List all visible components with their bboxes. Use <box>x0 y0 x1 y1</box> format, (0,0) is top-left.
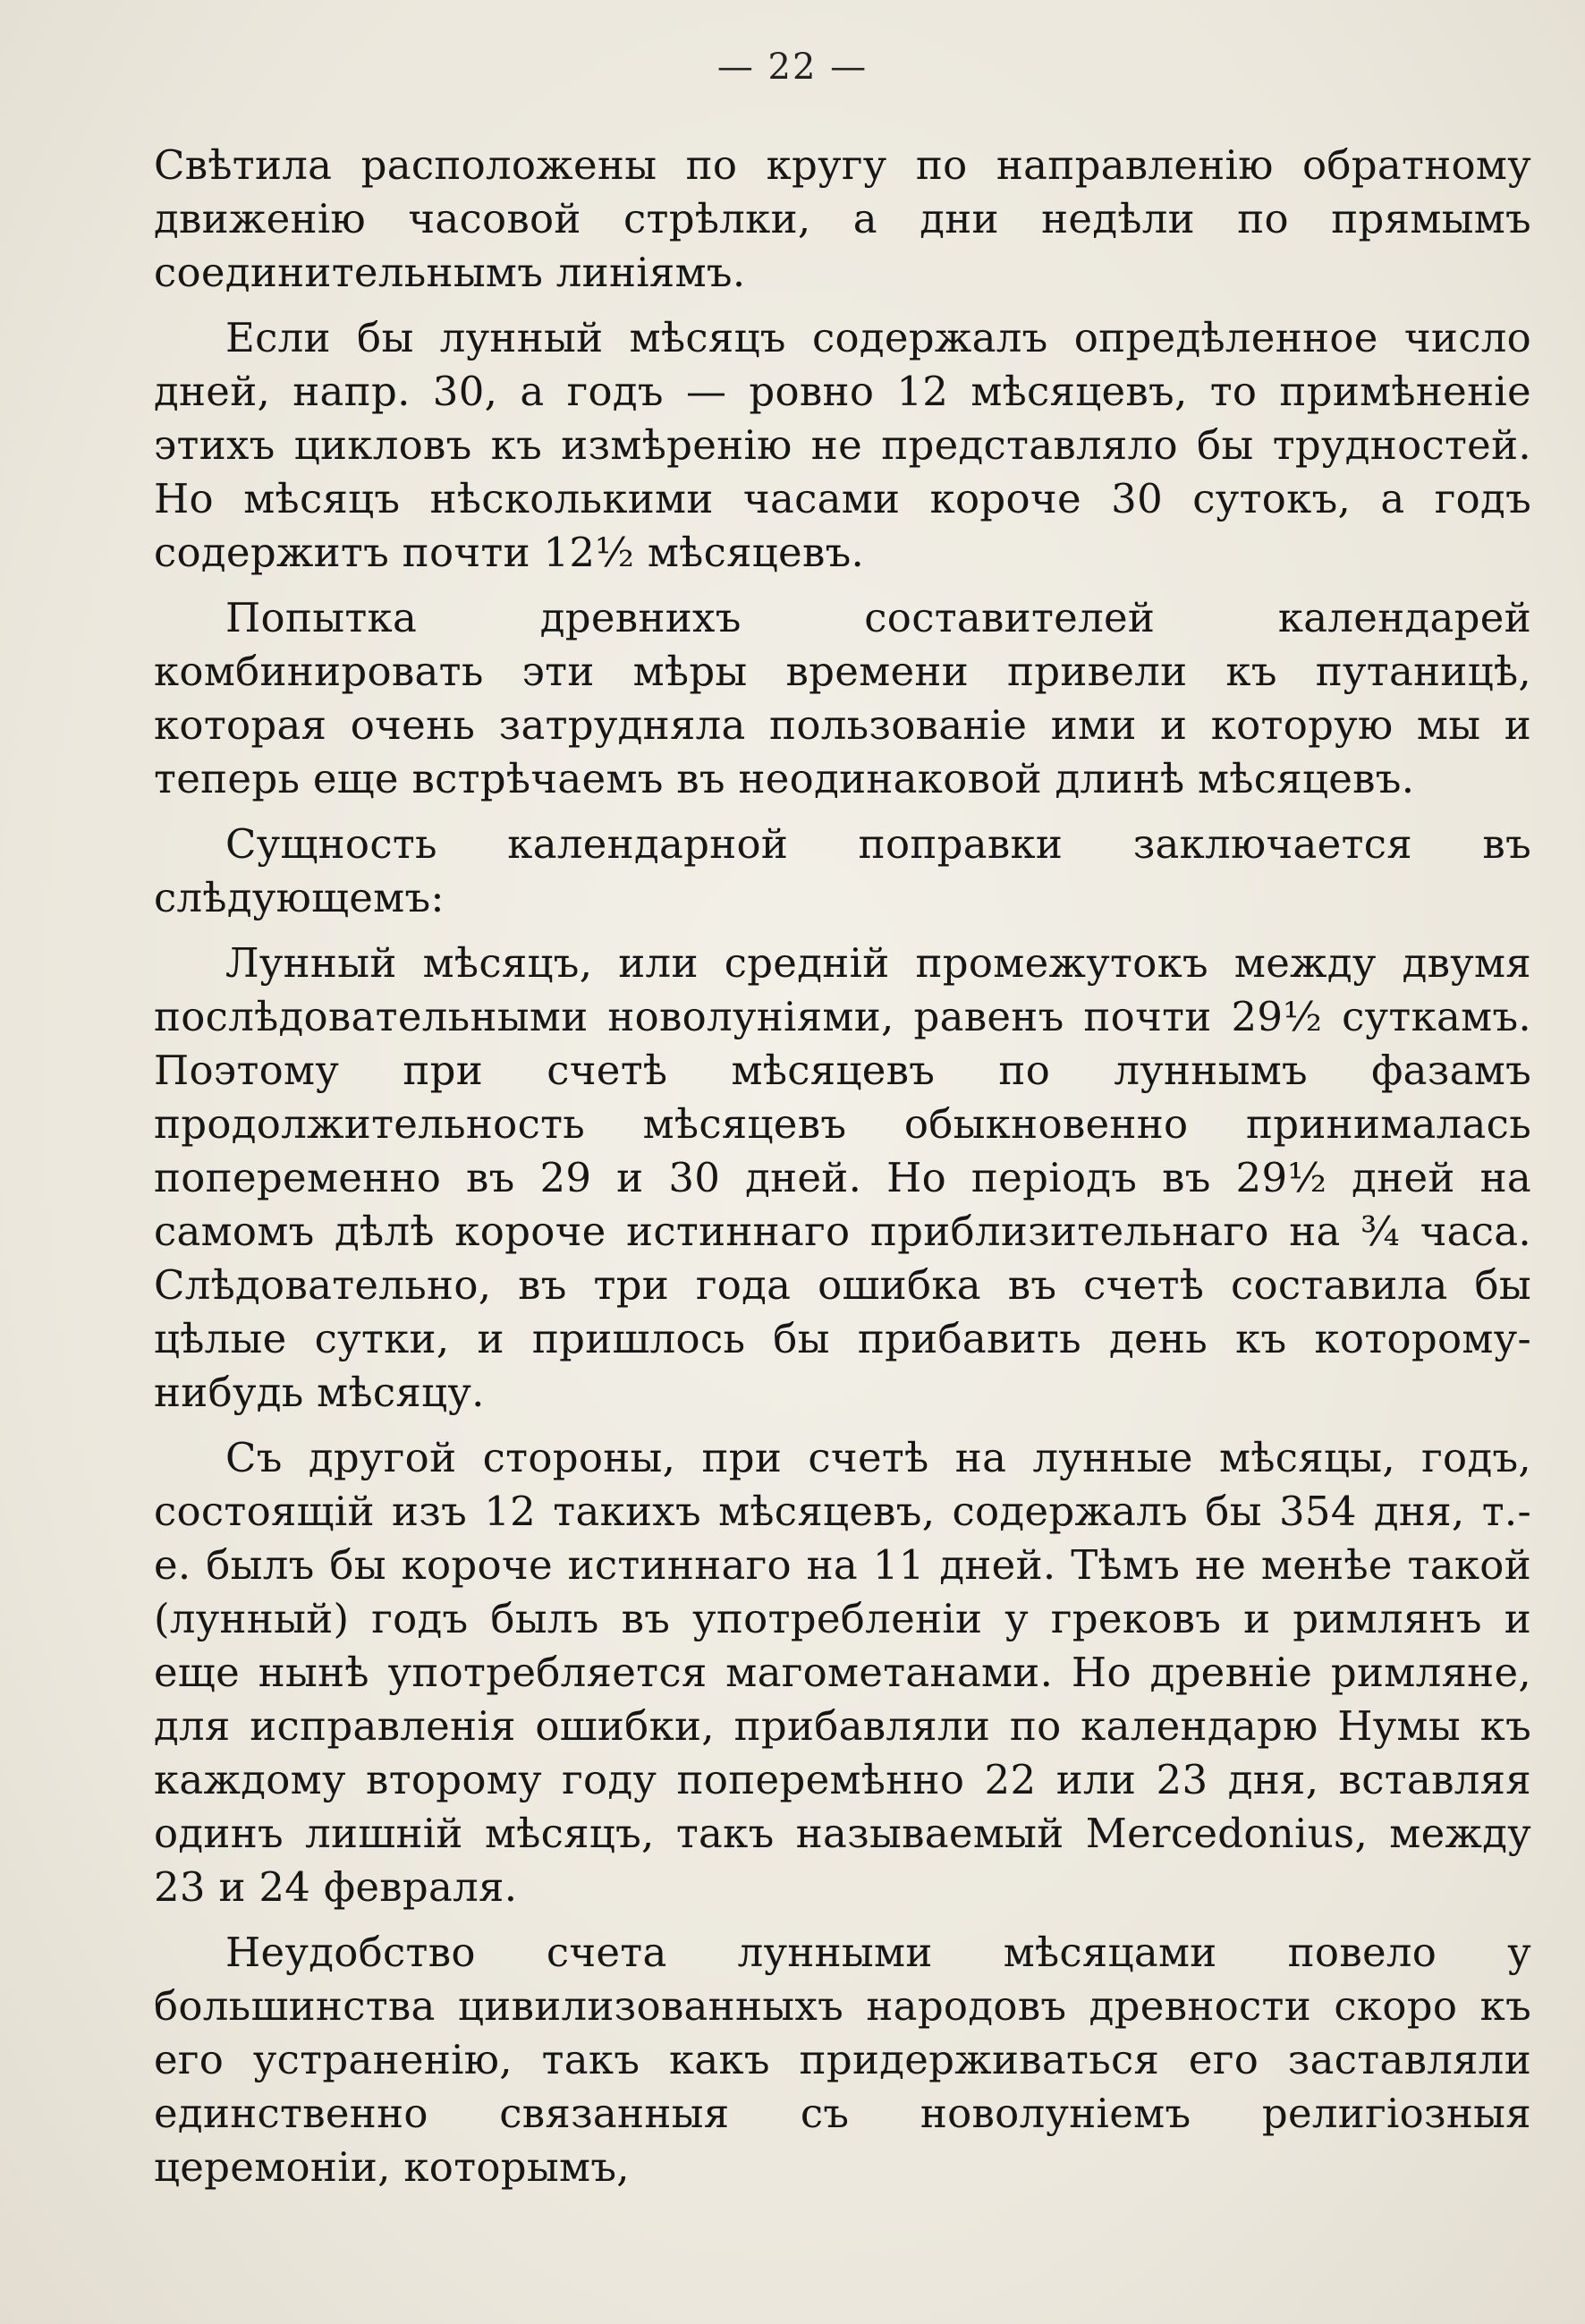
page-number: — 22 — <box>716 47 869 88</box>
paragraph-3: Попытка древнихъ составителей календарей комбинировать эти мѣры времени привели къ путаницѣ, которая очень затрудняла пользованіе ими и которую мы и теперь еще встрѣчаемъ въ неодинаковой длинѣ мѣсяцевъ. <box>154 594 1531 802</box>
paragraph-2: Если бы лунный мѣсяцъ содержалъ опредѣленное число дней, напр. 30, а годъ — ровно 12 мѣсяцевъ, то примѣненіе этихъ цикловъ къ измѣренію не представляло бы трудностей. Но мѣсяцъ нѣсколькими часами короче 30 сутокъ, а годъ содержитъ почти 12½ мѣсяцевъ. <box>154 314 1531 576</box>
paragraph-7: Неудобство счета лунными мѣсяцами повело у большинства цивилизованныхъ народовъ древности скоро къ его устраненію, такъ какъ придерживаться его заставляли единственно связанныя съ новолуніемъ религіозныя церемоніи, которымъ, <box>154 1929 1531 2191</box>
text-body <box>154 139 1531 2206</box>
paragraph-6: Съ другой стороны, при счетѣ на лунные мѣсяцы, годъ, состоящій изъ 12 такихъ мѣсяцевъ, содержалъ бы 354 дня, т.-е. былъ бы короче истиннаго на 11 дней. Тѣмъ не менѣе такой (лунный) годъ былъ въ употребленіи у грековъ и римлянъ и еще нынѣ употребляется магометанами. Но древніе римляне, для исправленія ошибки, прибавляли по календарю Нумы къ каждому второму году поперемѣнно 22 или 23 дня, вставляя одинъ лишній мѣсяцъ, такъ называемый Mercedonius, между 23 и 24 февраля. <box>154 1434 1531 1911</box>
paragraph-5: Лунный мѣсяцъ, или средній промежутокъ между двумя послѣдовательными новолуніями, равенъ почти 29½ суткамъ. Поэтому при счетѣ мѣсяцевъ по луннымъ фазамъ продолжительность мѣсяцевъ обыкновенно принималась попеременно въ 29 и 30 дней. Но періодъ въ 29½ дней на самомъ дѣлѣ короче истиннаго приблизительнаго на ¾ часа. Слѣдовательно, въ три года ошибка въ счетѣ составила бы цѣлые сутки, и пришлось бы прибавить день къ которому-нибудь мѣсяцу. <box>154 939 1531 1416</box>
paragraph-1: Свѣтила расположены по кругу по направленію обратному движенію часовой стрѣлки, а дни недѣли по прямымъ соединительнымъ линіямъ. <box>154 141 1531 296</box>
paragraph-4: Сущность календарной поправки заключается въ слѣдующемъ: <box>154 820 1531 921</box>
